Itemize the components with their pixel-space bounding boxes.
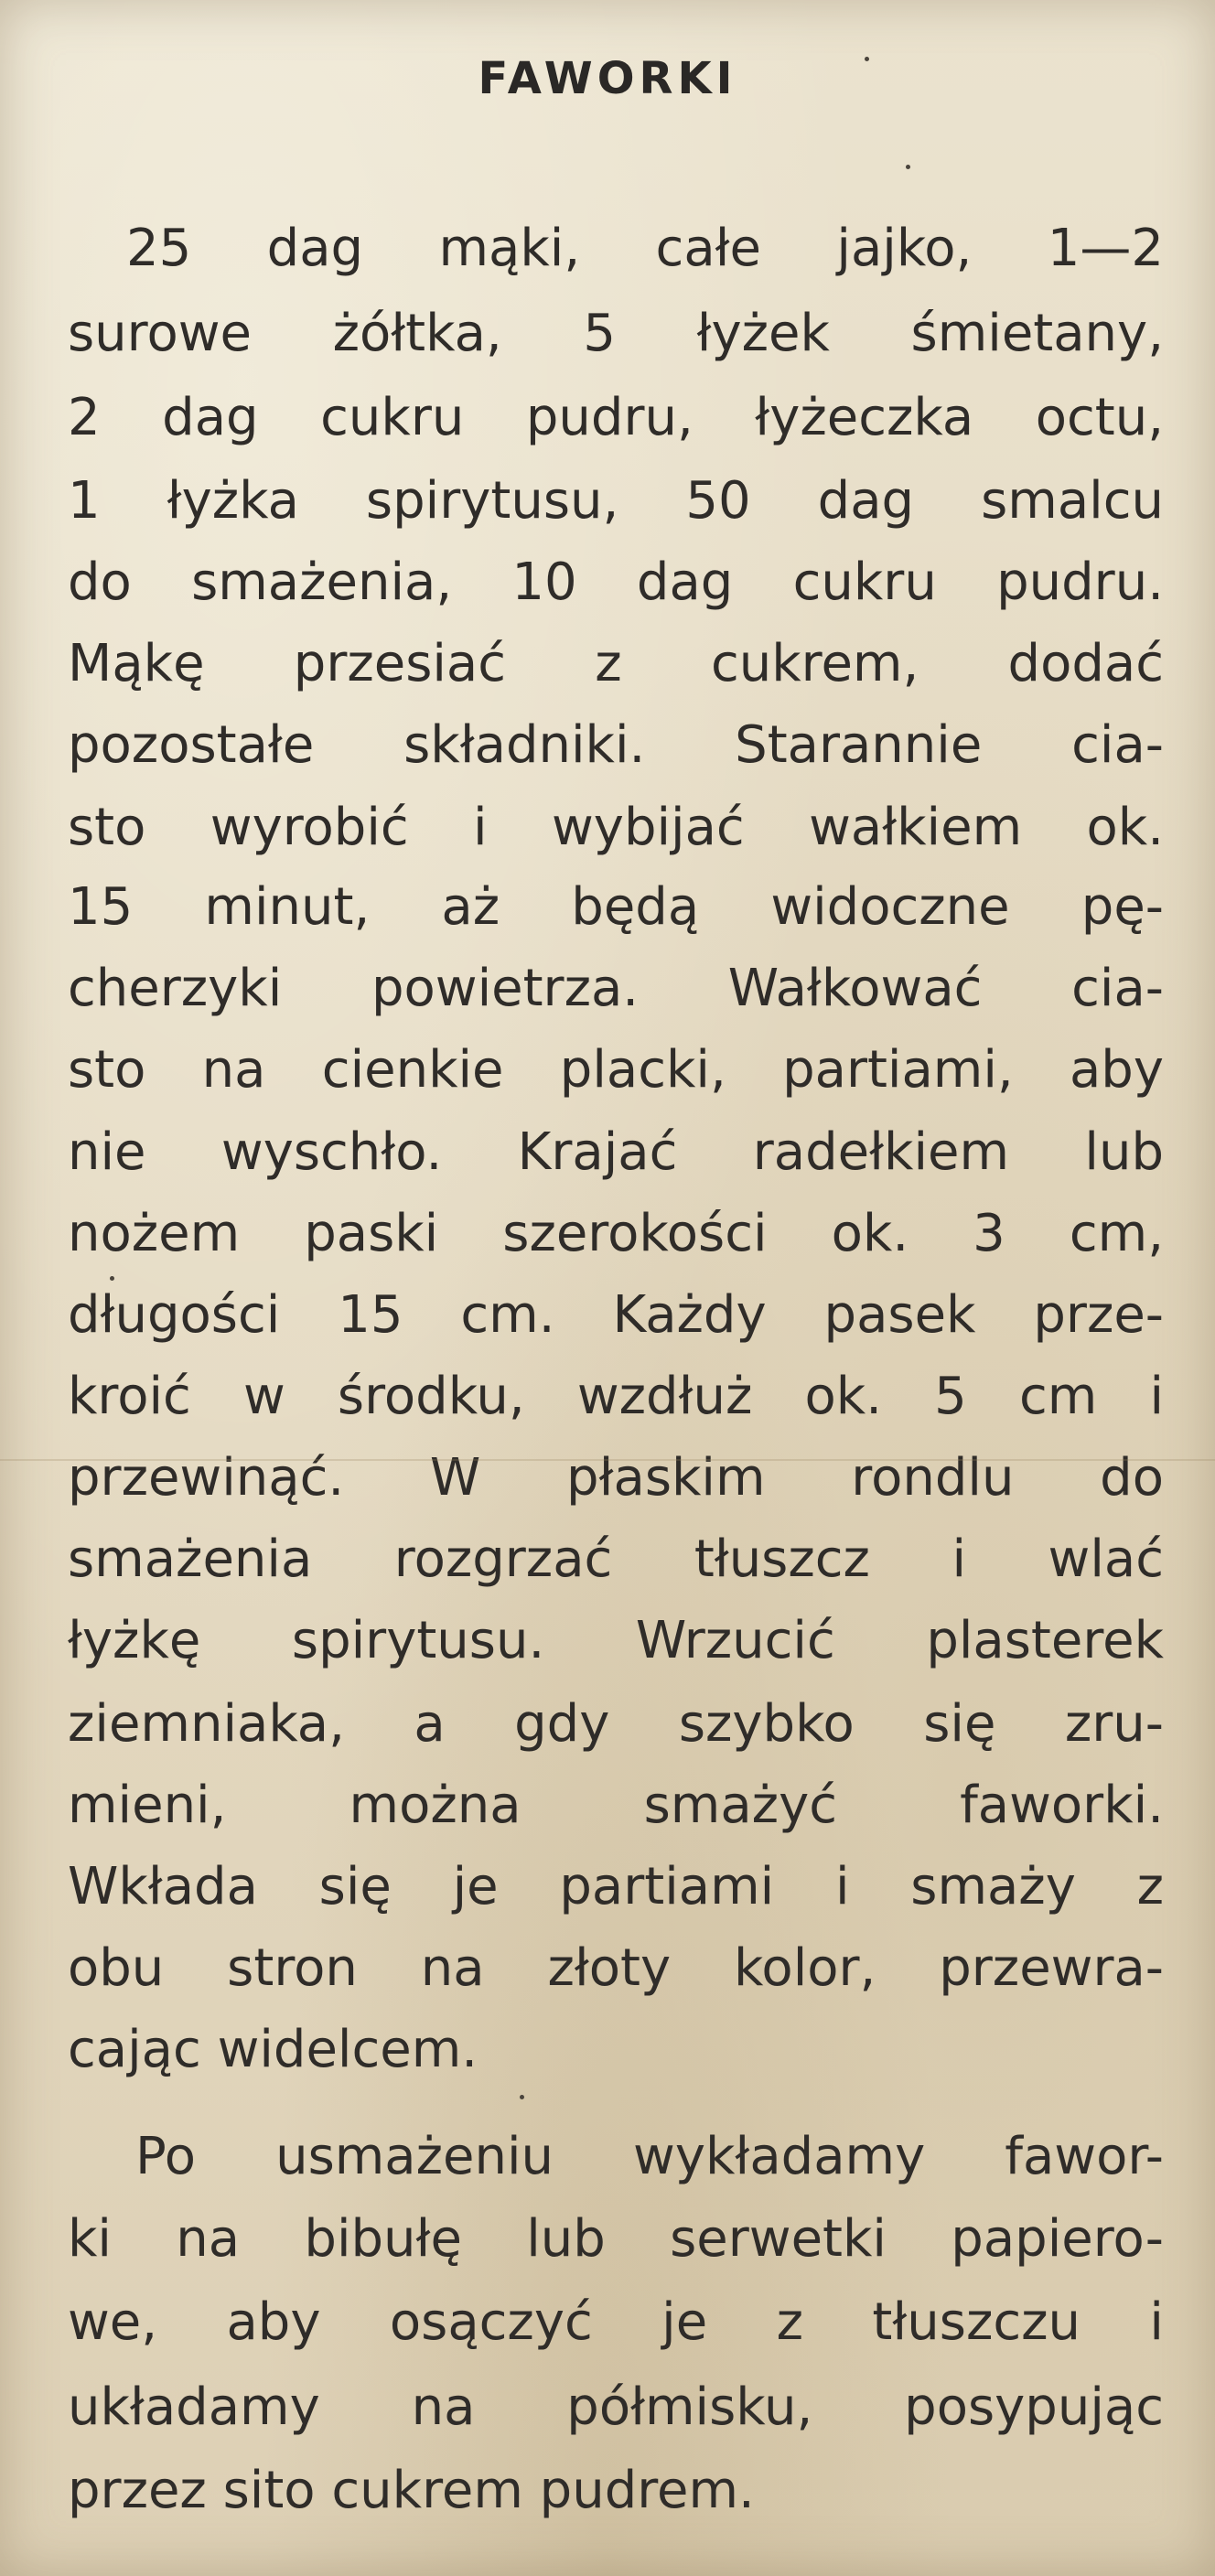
paper-speck bbox=[865, 57, 869, 61]
recipe-line: surowe żółtka, 5 łyżek śmietany, bbox=[68, 304, 1164, 363]
recipe-line: ki na bibułę lub serwetki papiero- bbox=[68, 2209, 1164, 2269]
paper-speck bbox=[110, 1276, 114, 1281]
recipe-line: pozostałe składniki. Starannie cia- bbox=[68, 715, 1164, 775]
recipe-title: FAWORKI bbox=[478, 53, 737, 104]
recipe-line: nie wyschło. Krajać radełkiem lub bbox=[68, 1122, 1164, 1182]
recipe-line: sto wyrobić i wybijać wałkiem ok. bbox=[68, 798, 1164, 857]
recipe-line: 2 dag cukru pudru, łyżeczka octu, bbox=[68, 388, 1164, 447]
recipe-line: układamy na półmisku, posypując bbox=[68, 2377, 1164, 2437]
paper-fold bbox=[0, 1459, 1215, 1461]
recipe-line: we, aby osączyć je z tłuszczu i bbox=[68, 2292, 1164, 2352]
recipe-line: sto na cienkie placki, partiami, aby bbox=[68, 1040, 1164, 1100]
recipe-line: przez sito cukrem pudrem. bbox=[68, 2461, 755, 2520]
recipe-line: łyżkę spirytusu. Wrzucić plasterek bbox=[68, 1611, 1164, 1670]
paper-speck bbox=[906, 165, 910, 169]
recipe-line: 25 dag mąki, całe jajko, 1—2 bbox=[126, 219, 1164, 278]
recipe-line: nożem paski szerokości ok. 3 cm, bbox=[68, 1204, 1164, 1263]
recipe-line: mieni, można smażyć faworki. bbox=[68, 1776, 1164, 1835]
recipe-line: Wkłada się je partiami i smaży z bbox=[68, 1857, 1164, 1916]
recipe-line: przewinąć. W płaskim rondlu do bbox=[68, 1448, 1164, 1508]
recipe-line: do smażenia, 10 dag cukru pudru. bbox=[68, 553, 1164, 612]
recipe-line: cherzyki powietrza. Wałkować cia- bbox=[68, 959, 1164, 1018]
recipe-line: 1 łyżka spirytusu, 50 dag smalcu bbox=[68, 471, 1164, 531]
paper-speck bbox=[520, 2095, 524, 2099]
recipe-line: smażenia rozgrzać tłuszcz i wlać bbox=[68, 1530, 1164, 1589]
recipe-line: kroić w środku, wzdłuż ok. 5 cm i bbox=[68, 1367, 1164, 1426]
recipe-line: obu stron na złoty kolor, przewra- bbox=[68, 1938, 1164, 1998]
recipe-line: cając widelcem. bbox=[68, 2020, 478, 2079]
recipe-line: 15 minut, aż będą widoczne pę- bbox=[68, 877, 1164, 937]
recipe-line: ziemniaka, a gdy szybko się zru- bbox=[68, 1694, 1164, 1754]
recipe-line: długości 15 cm. Każdy pasek prze- bbox=[68, 1285, 1164, 1345]
recipe-line: Mąkę przesiać z cukrem, dodać bbox=[68, 634, 1164, 693]
recipe-line: Po usmażeniu wykładamy fawor- bbox=[135, 2127, 1164, 2186]
